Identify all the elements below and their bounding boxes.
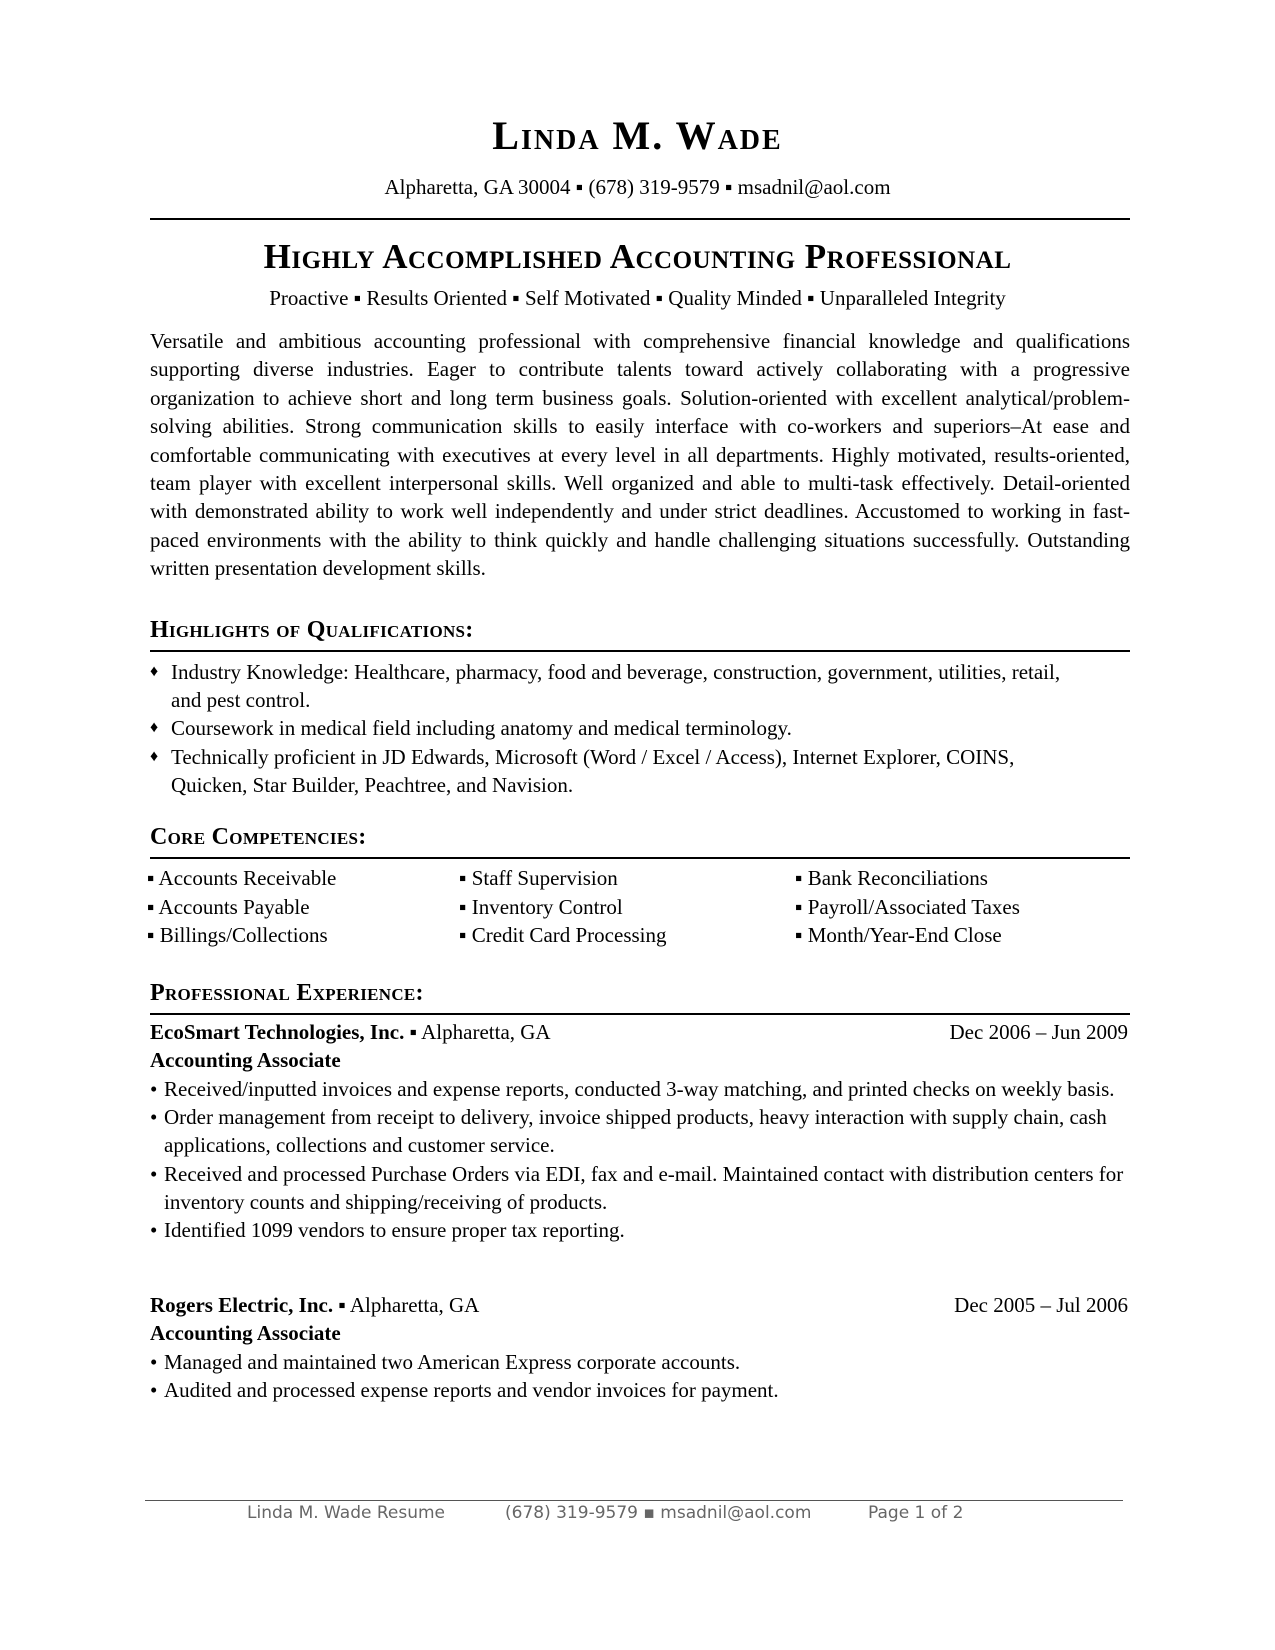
list-item — [150, 658, 1090, 714]
experience-divider — [150, 1013, 1130, 1015]
list-item — [150, 1075, 1130, 1103]
qualifications-list — [150, 658, 1090, 799]
candidate-name: Linda M. Wade — [492, 113, 783, 158]
diamond-bullet-icon: ♦ — [150, 663, 159, 680]
diamond-bullet-icon: ♦ — [150, 747, 159, 765]
qualification-text: Technically proficient in JD Edwards, Microsoft (Word / Excel / Access), Internet Explorer, COINS, Quicken, Star Builder, Peachtree, and Navision. — [171, 744, 1015, 797]
experience-heading: Professional Experience: — [150, 980, 424, 1006]
list-item — [150, 743, 1090, 799]
competency-item: ▪ Accounts Payable — [147, 894, 310, 919]
bullet-icon: • — [150, 1077, 158, 1101]
diamond-bullet-icon: ♦ — [150, 719, 159, 737]
list-item — [150, 1216, 1130, 1244]
job-duties-rogers — [150, 1348, 1130, 1404]
competency-item: ▪ Payroll/Associated Taxes — [795, 894, 1020, 919]
competency-item: ▪ Inventory Control — [459, 894, 623, 919]
contact-line: Alpharetta, GA 30004 ▪ (678) 319-9579 ▪ msadnil@aol.com — [384, 175, 891, 199]
professional-headline: Highly Accomplished Accounting Professional — [263, 237, 1012, 276]
competencies-heading: Core Competencies: — [150, 824, 367, 850]
duty-text: Received and processed Purchase Orders via EDI, fax and e-mail. Maintained contact with distribution centers for inventory counts and shipping/receiving of products. — [164, 1161, 1124, 1214]
job-dates: Dec 2005 – Jul 2006 — [954, 1293, 1128, 1317]
footer-left: Linda M. Wade Resume — [247, 1503, 446, 1523]
competencies-divider — [150, 857, 1130, 859]
competency-item: ▪ Bank Reconciliations — [795, 866, 988, 890]
job-header-ecosmart — [150, 1020, 1128, 1045]
duty-text: Order management from receipt to delivery, invoice shipped products, heavy interaction with supply chain, cash applications, collections and customer service. — [164, 1105, 1107, 1158]
competencies-column-3 — [795, 864, 1020, 950]
bullet-icon: • — [150, 1378, 158, 1403]
company-location: ▪ Alpharetta, GA — [333, 1293, 480, 1317]
qualification-text: Industry Knowledge: Healthcare, pharmacy, food and beverage, construction, government, utilities, retail, and pest control. — [171, 660, 1061, 713]
job-title: Accounting Associate — [150, 1048, 341, 1072]
competencies-column-2 — [459, 864, 667, 950]
job-header-rogers — [150, 1293, 1128, 1318]
summary-paragraph: Versatile and ambitious accounting professional with comprehensive financial knowledge and qualifications supporting diverse industries. Eager to contribute talents toward actively collaborating with a progressive organization to achieve short and long term business goals. Solution-oriented with excellent analytical/problem-solving abilities. Strong communication skills to easily interface with co-workers and superiors–At ease and comfortable communicating with executives at every level in all departments. Highly motivated, results-oriented, team player with excellent interpersonal skills. Well organized and able to multi-task effectively. Detail-oriented with demonstrated ability to work well independently and under strict deadlines. Accustomed to working in fast-paced environments with the ability to think quickly and handle challenging situations successfully. Outstanding written presentation development skills. — [150, 329, 1130, 581]
qualifications-heading: Highlights of Qualifications: — [150, 617, 474, 643]
duty-text: Audited and processed expense reports and vendor invoices for payment. — [164, 1378, 779, 1403]
bullet-icon: • — [150, 1105, 158, 1130]
competency-item: ▪ Month/Year-End Close — [795, 923, 1002, 947]
bullet-icon: • — [150, 1350, 158, 1374]
company-location: ▪ Alpharetta, GA — [404, 1020, 551, 1044]
footer-page-number: Page 1 of 2 — [868, 1503, 964, 1523]
competencies-column-1 — [147, 864, 336, 950]
company-name: Rogers Electric, Inc. — [150, 1293, 334, 1317]
competency-item: ▪ Accounts Receivable — [147, 866, 337, 890]
footer-contact: (678) 319-9579 ▪ msadnil@aol.com — [505, 1503, 812, 1523]
qualification-text: Coursework in medical field including anatomy and medical terminology. — [171, 716, 792, 741]
list-item — [150, 1103, 1130, 1159]
company-name: EcoSmart Technologies, Inc. — [150, 1020, 405, 1044]
competency-item: ▪ Staff Supervision — [459, 866, 618, 890]
qualifications-divider — [150, 650, 1130, 652]
duty-text: Managed and maintained two American Express corporate accounts. — [164, 1350, 741, 1374]
bullet-icon: • — [150, 1218, 158, 1243]
job-title: Accounting Associate — [150, 1321, 341, 1345]
list-item — [150, 1348, 1130, 1376]
duty-text: Received/inputted invoices and expense reports, conducted 3-way matching, and printed checks on weekly basis. — [164, 1077, 1115, 1101]
traits-line: Proactive ▪ Results Oriented ▪ Self Motivated ▪ Quality Minded ▪ Unparalleled Integrity — [269, 286, 1006, 310]
header-divider — [150, 218, 1130, 220]
list-item — [150, 1376, 1130, 1404]
list-item — [150, 714, 1090, 742]
footer-divider — [145, 1500, 1123, 1501]
bullet-icon: • — [150, 1161, 158, 1186]
job-duties-ecosmart — [150, 1075, 1130, 1244]
duty-text: Identified 1099 vendors to ensure proper tax reporting. — [164, 1218, 625, 1243]
competency-item: ▪ Credit Card Processing — [459, 923, 667, 947]
job-dates: Dec 2006 – Jun 2009 — [949, 1020, 1128, 1044]
competency-item: ▪ Billings/Collections — [147, 923, 328, 947]
list-item — [150, 1160, 1130, 1216]
